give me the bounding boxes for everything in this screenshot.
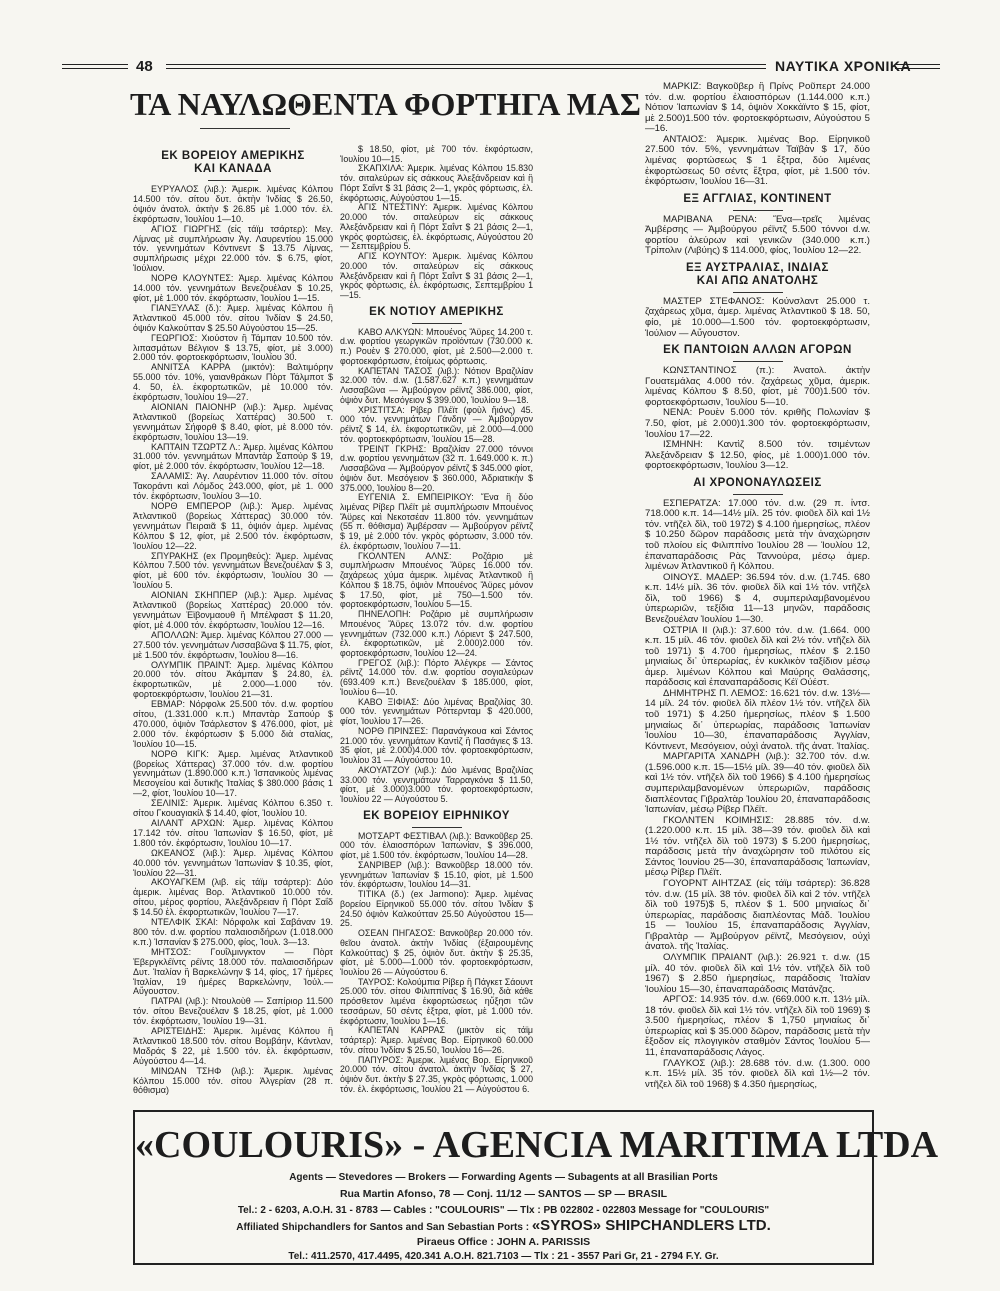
section-rule: [733, 494, 783, 495]
section-heading: ΕΞ ΑΥΣΤΡΑΛΙΑΣ, ΙΝΔΙΑΣ ΚΑΙ ΑΠΩ ΑΝΑΤΟΛΗΣ: [686, 261, 829, 287]
charter-entry: ΓΟΥΟΡΝΤ ΑΙΗΤΖΑΣ (εἰς τάϊμ τσάρτερ): 36.828 τόν. d.w. (15 μίλ. 38 τόν. φιοῦελ δὶλ καὶ 2 τόν. ντῆζελ δὶλ τοῦ 1975)$ 5, πλέον $ 1. 500 μηνιαίως δι᾽ ὑπερωρίας, παράδοσις διαπλέοντας Μάδ. Ἰουλίου 15 — Ἰουλίου 15, ἐπαναπαράδοσις Ἀγγλίαν, Γιβραλτὰρ — Ἀμβούργον ρέϊντζ, Μεσόγειον, οὐχὶ ἀνατολ. τῆς Ἰταλίας.: [645, 878, 870, 953]
header-rule-right: [895, 64, 940, 69]
charter-entry: ΤΑΥΡΟΣ: Κολούμπια Ρίβερ ἢ Πάγκετ Σάουντ 25.000 τόν. σίτου Φιλιππίνας $ 16.90, διὰ κάθε πρόσθετον λιμένα ἐκφορτώσεως ηὔξησι τῶν τεσσάρων, 50 σέντς ἐξτρα, φίοτ, μὲ 1.000 τόν. ἐκφόρτωσιν, Ἰουλίου 1—16.: [340, 976, 533, 1026]
ad-affiliate-line: [135, 1217, 872, 1234]
charter-entry: ΚΩΝΣΤΑΝΤΙΝΟΣ (π.): Ἀνατολ. ἀκτὴν Γουατεμάλας 4.000 τόν. ζαχάρεως χῦμα, ἀμερικ. λιμένας Κόλπου $ 8.50, φίοτ, μὲ 700)1.500 τόν. φορτοεκφόρτωσιν, Ἰουλίου 5—10.: [645, 365, 870, 408]
charter-entry: ΣΚΑΠΧΙΛΑ: Ἀμερικ. λιμένας Κόλπου 15.830 τόν. σιταλεύρων εἰς σάκκους Ἀλεξάνδρειαν καὶ ἢ Πόρτ Σαΐντ $ 31 βάσις 2—1, γκρὸς φόρτωσις, ἐλ. ἐκφόρτωσις, Αὐγούστου 1—15.: [340, 163, 533, 203]
charter-entry: ΑΝΝΙΤΣΑ ΚΑΡΡΑ (μικτόν): Βαλτιμόρην 55.000 τόν. 10%, γαιανθράκων Πὸρτ Τάλμποτ $ 4. 50, ἐλ. ἐκφορτωτικῶν, μὲ 10.000 τόν. ἐκφόρτωσιν, Ἰουλίου 19—27.: [133, 362, 333, 403]
page-number: 48: [136, 58, 153, 75]
charter-entry: ΑΙΟΝΙΑΝ ΠΑΙΟΝΗΡ (λιβ.): Ἀμερ. λιμένας Ἀτλαντικοῦ (βορείως Χαττέρας) 30.500 τ. γεννημάτων Σήφορθ $ 8.40, φίοτ, μὲ 8.000 τόν. ἐκφόρτωσιν, Ἰουλίου 13—19.: [133, 401, 333, 442]
charter-entry: ΜΑΡΙΒΑΝΑ ΡΕΝΑ: Ἕνα—τρεῖς λιμένας Ἀμβέρσης — Ἀμβούργου ρέϊντζ 5.500 τόννοι d.w. φορτίου ἀλεύρων καὶ γενικῶν (340.000 κ.π.) Τρίπολιν (Λιβύης) $ 114.000, φίος, Ἰουλίου 12—22.: [645, 213, 870, 257]
ad-syros-name: «SYROS» SHIPCHANDLERS LTD.: [531, 1217, 771, 1234]
charter-entry: ΑΚΟΥΑΓΚΕΜ (λιβ. εἰς τάϊμ τσάρτερ): Δύο ἀμερικ. λιμένας Βορ. Ἀτλαντικοῦ 10.000 τόν. σίτου, μέρος φορτίου, Ἀλεξάνδρειαν ἢ Πόρτ Σαΐδ $ 14.50 ἐλ. ἐκφορτωτικῶν, Ἰουλίου 7—17.: [133, 877, 333, 918]
charter-entry: ΝΤΕΛΦΙΚ ΣΚΑΙ: Νόρφολκ καὶ Σαβάναν 19. 800 τόν. d.w. φορτίου παλαιοσιδήρων (1.018.000 κ.π.) Ἰσπανίαν $ 275.000, φίος, Ἰουλ. 3—13.: [133, 917, 333, 947]
page-title: ΤΑ ΝΑΥΛΩΘΕΝΤΑ ΦΟΡΤΗΓΑ ΜΑΣ: [130, 86, 641, 122]
charter-entry: ΓΕΩΡΓΙΟΣ: Χιούστον ἢ Τάμπαν 10.500 τόν. λιπασμάτων Βέλγιον $ 13.75, φίοτ, μὲ 3.000) 2.000 τόν. φορτοεκφόρτωσιν, Ἰουλίου 30.: [133, 332, 333, 363]
section-heading: ΕΚ ΠΑΝΤΟΙΩΝ ΑΛΛΩΝ ΑΓΟΡΩΝ: [663, 344, 852, 357]
charter-entry: ΜΗΤΣΟΣ: Γουΐλμινγκτον — Πὸρτ Ἐβεργκλέϊντς ρέϊντς 18.000 τόν. παλαιοσιδήρων Δυτ. Ἰταλίαν ἢ Βαρκελώνην $ 14, φίος, 17 ἡμέρες Ἰταλίαν, 19 ἡμέρες Βαρκελώνην, Ἰούλ.—Αὔγουστον.: [133, 946, 333, 997]
charter-entry: ΩΚΕΑΝΟΣ (λιβ.): Ἀμερ. λιμένας Κόλπου 40.000 τόν. γεννημάτων Ἰαπωνίαν $ 10.35, φίοτ, Ἰουλίου 22—31.: [133, 847, 333, 878]
charter-entry: ΟΣΕΑΝ ΠΗΓΑΣΟΣ: Βανκοῦβερ 20.000 τόν. θεῖου ἀνατολ. ἀκτὴν Ἰνδίας (ἐξαιρουμένης Καλκούττας) $ 25, ὀψιὸν δυτ. ἀκτὴν $ 25.35, φίοτ, μὲ 5.000—1.000 τόν. φορτοεκφόρτωσιν, Ἰουλίου 26 — Αὐγούστου 6.: [340, 928, 533, 978]
charter-entry: ΑΚΟΥΑΤΖΟΥ (λιβ.): Δύο λιμένας Βραζιλίας 33.000 τόν. γεννημάτων Ταρραγκόνα $ 11.50, φίοτ, μὲ 3.000)3.000 τόν. φορτοεκφόρτωσιν, Ἰουλίου 22 — Αὐγούστου 5.: [340, 764, 533, 804]
charter-entry: ΠΑΤΡΑΙ (λιβ.): Ντουλοὺθ — Σαπίριορ 11.500 τόν. σίτου Βενεζουέλαν $ 18.25, φίοτ, μὲ 1.000 τόν. ἐκφόρτωσιν, Ἰουλίου 19—31.: [133, 996, 333, 1027]
running-head: ΝΑΥΤΙΚΑ ΧΡΟΝΙΚΑ: [775, 58, 912, 74]
section-rule: [733, 210, 783, 211]
charter-entry: ΚΑΠΤΑΙΝ ΤΖΩΡΤΖ Λ.: Ἀμερ. λιμένας Κόλπου 31.000 τόν. γεννημάτων Μπαντὰρ Σαπούρ $ 19, φίοτ, μὲ 2.000 τόν. ἐκφόρτωσιν, Ἰουλίου 12—18.: [133, 441, 333, 472]
charter-entry: ΑΝΤΑΙΟΣ: Ἀμερικ. λιμένας Βορ. Εἰρηνικοῦ 27.500 τόν. 5%, γεννημάτων Ταϊβὰν $ 17, δύο λιμένας φορτώσεως $ 1 ἔξτρα, δύο λιμένας ἐκφορτώσεως 50 σέντς ἔξτρα, φίοτ, μὲ 1.500 τόν. ἐκφόρτωσιν, Ἰουλίου 16—31.: [645, 133, 870, 188]
ad-piraeus-phones: Tel.: 411.2570, 417.4495, 420.341 A.O.H. 821.7103 — Tlx : 21 - 3557 Pari Gr, 21 - 2794 F.Y. Gr.: [288, 1251, 719, 1262]
charter-entry: ΣΠΥΡΑΚΗΣ (ex Προμηθεύς): Ἀμερ. λιμένας Κόλπου 7.500 τόν. γεννημάτων Βενεζουέλαν $ 3, φίοτ, μὲ 600 τόν. ἐκφόρτωσιν, Ἰουλίου 30 — Ἰουλίου 5.: [133, 550, 333, 591]
charter-entry: ΝΕΝΑ: Ρουὲν 5.000 τόν. κριθῆς Πολωνίαν $ 7.50, φίοτ, μὲ 2.000)1.300 τόν. φορτοεκφόρτωσιν, Ἰουλίου 17—22.: [645, 407, 870, 440]
charter-entry: ΚΑΠΕΤΑΝ ΤΑΣΟΣ (λιβ.): Νότιον Βραζιλίαν 32.000 τόν. d.w. (1.587.627 κ.π.) γεννημάτων Λισσαβῶνα — Ἀμβούργον ρέϊντζ 386.000, φίοτ, ὀψιὸν δυτ. Μεσόγειον $ 399.000, Ἰουλίου 9—18.: [340, 365, 533, 405]
section-heading: ΕΚ ΒΟΡΕΙΟΥ ΑΜΕΡΙΚΗΣ ΚΑΙ ΚΑΝΑΔΑ: [161, 150, 305, 175]
ad-address-line: Rua Martin Afonso, 78 — Conj. 11/12 — SANTOS — SP — BRASIL: [339, 1188, 668, 1200]
charter-entry: ΑΠΟΛΛΩΝ: Ἀμερ. λιμένας Κόλπου 27.000 — 27.500 τόν. γεννημάτων Λισσαβῶνα $ 11.75, φίοτ, μὲ 1.500 τόν. ἐκφόρτωσιν, Ἰουλίου 8—16.: [133, 629, 333, 660]
column-1: [133, 145, 333, 1096]
charter-entry: ΑΓΙΣ ΝΤΕΣΤΙΝΥ: Ἀμερικ. λιμένας Κόλπου 20.000 τόν. σιταλεύρων εἰς σάκκους Ἀλεξάνδρειαν καὶ ἢ Πόρτ Σαΐντ $ 21 βάσις 2—1, γκρὸς φορτώσεις, ἐλ. ἐκφόρτωσις, Αὐγούστου 20 — Σεπτεμβρίου 5.: [340, 202, 533, 252]
charter-entry: $ 18.50, φίοτ, μὲ 700 τόν. ἐκφόρτωσιν, Ἰουλίου 10—15.: [340, 144, 533, 164]
charter-entry: ΠΑΠΥΡΟΣ: Ἀμερικ. λιμένας Βορ. Εἰρηνικοῦ 20.000 τόν. σίτου ἀνατολ. ἀκτὴν Ἰνδίας $ 27, ὀψιὸν δυτ. ἀκτὴν $ 27.35, γκρὸς φόρτωσις, 1.000 τόν. ἐλ. ἐκφόρτωσις, Ἰουλίου 21 — Αὐγούστου 6.: [340, 1054, 533, 1094]
charter-entry: ΜΟΤΣΑΡΤ ΦΕΣΤΙΒΑΛ (λιβ.): Βανκοῦβερ 25. 000 τόν. ἐλαιοσπόρων Ἰαπωνίαν, $ 396.000, φίοτ, μὲ 1.500 τόν. ἐκφόρτωσιν, Ἰουλίου 14—28.: [340, 830, 533, 861]
charter-entry: ΕΥΓΕΝΙΑ Σ. ΕΜΠΕΙΡΙΚΟΥ: Ἕνα ἢ δύο λιμένας Ρίβερ Πλέϊτ μὲ συμπλήρωσιν Μπουένος Ἄϋρες καὶ Νεκοτσέαν 11.800 τόν. γεννημάτων (55 π. θόθισμα) Ἀμβέρσαν — Ἀμβούργον ρέϊντζ $ 19, μὲ 2.000 τόν. γκρὸς φόρτωσιν, 3.000 τόν. ἐλ. ἐκφόρτωσιν, Ἰουλίου 7—11.: [340, 492, 533, 551]
charter-entry: ΓΡΕΓΟΣ (λιβ.): Πόρτο Ἀλέγκρε — Σάντος ρέϊντζ 14.000 τόν. d.w. φορτίου σογιαλεύρων (693.409 κ.π.) Βενεζουέλαν $ 185.000, φίοτ, Ἰουλίου 6—10.: [340, 657, 533, 697]
section-rule: [412, 827, 462, 828]
section-heading: ΕΚ ΝΟΤΙΟΥ ΑΜΕΡΙΚΗΣ: [369, 305, 504, 318]
charter-entry: ΓΚΟΛΝΤΕΝ ΚΟΙΜΗΣΙΣ: 28.885 τόν. d.w. (1.220.000 κ.π. 15 μίλ. 38—39 τόν. φιοῦελ δὶλ καὶ 1½ τόν. ντῆζελ δὶλ τοῦ 1973) $ 5.200 ἡμερησίως, παράδοσις μετὰ τὴν ἀναχώρησιν τοῦ πιλότου εἰς Σάντος Ἰουνίου 25—30, ἐπαναπαράδοσις Ἰαπωνίαν, μέσῳ Ρίβερ Πλέϊτ.: [645, 814, 870, 879]
charter-entry: ΤΡΕΙΝΤ ΓΚΡΗΣ: Βραζιλίαν 27.000 τόννοι d.w. φορτίου γεννημάτων (32 π. 1.649.000 κ. π.) Λισσαβῶνα — Ἀμβούργον ρέϊντζ $ 345.000 φίοτ, ὀψιὸν δυτ. Μεσόγειον $ 360.000, Ἀδριατικὴν $ 375.000, Ἰουλίου 8—20.: [340, 443, 533, 493]
ad-services-line: Agents — Stevedores — Brokers — Forwarding Agents — Subagents at all Brasilian Ports: [289, 1172, 718, 1183]
charter-entry: ΕΒΜΑΡ: Νόρφολκ 25.500 τόν. d.w. φορτίου σίτου, (1.331.000 κ.π.) Μπαντὰρ Σαπούρ $ 470.000, ὀψιὸν Τσάρλεστον $ 476.000, φίοτ, μὲ 2.000 τόν. ἐκφόρτωσιν $ 5.000 διὰ σταλίας, Ἰουλίου 10—15.: [133, 699, 333, 749]
charter-entry: ΚΑΒΟ ΞΙΦΙΑΣ: Δύο λιμένας Βραζιλίας 30. 000 τόν. γεννημάτων Ρόττερνταμ $ 420.000, φίοτ, Ἰουλίου 17—26.: [340, 696, 533, 727]
section-rule: [412, 323, 462, 324]
section-heading: ΕΞ ΑΓΓΛΙΑΣ, ΚΟΝΤΙΝΕΝΤ: [683, 192, 832, 205]
charter-entry: ΓΙΑΝΞΥΛΑΣ (δ.): Ἀμερ. λιμένας Κόλπου ἢ Ἀτλαντικοῦ 45.000 τόν. σίτου Ἰνδίαν $ 24.50, ὀψιόν Καλκούτταν $ 25.50 Αὐγούστου 15—25.: [133, 302, 333, 333]
title-rule: [200, 128, 290, 129]
ad-affiliate-label: Affiliated Shipchandlers for Santos and San Sebastian Ports :: [236, 1222, 530, 1233]
charter-entry: ΚΑΠΕΤΑΝ ΚΑΡΡΑΣ (μικτὸν εἰς τάϊμ τσάρτερ): Ἀμερ. λιμένας Βορ. Εἰρηνικοῦ 60.000 τόν. σίτου Ἰνδίαν $ 25.50, Ἰουλίου 16—26.: [340, 1025, 533, 1055]
section-rule: [733, 292, 783, 293]
charter-entry: ΓΚΟΛΝΤΕΝ ΑΛΝΣ: Ροζάριο μὲ συμπλήρωσιν Μπουένος Ἄϋρες 16.000 τόν. ζαχάρεως χύμα ἀμερικ. λιμένας Ἀτλαντικοῦ ἢ Κόλπου $ 18.75, ὀψιὸν Μπουένος Ἄϋρες μόνον $ 17.50, φίοτ, μὲ 750—1.500 τόν. φορτοεκφόρτωσιν, Ἰουλίου 5—15.: [340, 550, 533, 610]
section-rule: [208, 180, 258, 181]
charter-entry: ΠΗΝΕΛΟΠΗ: Ροζάριο μὲ συμπλήρωσιν Μπουένος Ἄϋρες 13.072 τόν. d.w. φορτίου γεννημάτων (732.000 κ.π.) Λόριεντ $ 247.500, ἐλ. ἐκφορτωτικῶν, μὲ 2.000)2.000 τόν. φορτοεκφόρτωσιν, Ἰουλίου 12—24.: [340, 609, 533, 658]
coulouris-advertisement: [133, 1110, 939, 1265]
ad-contact-line: Tel.: 2 - 6203, A.O.H. 31 - 8783 — Cables : "COULOURIS" — Tlx : PB 022802 - 022803 Message for "COULOURIS": [237, 1205, 770, 1216]
charter-entry: ΜΑΡΓΑΡΙΤΑ ΧΑΝΔΡΗ (λιβ.): 32.700 τόν. d.w. (1.596.000 κ.π. 15—15½ μίλ. 39—40 τόν. φιοῦελ δὶλ καὶ 1½ τόν. ντῆζελ δὶλ τοῦ 1966) $ 4.100 ἡμερησίως συμπεριλαμβανομένων ὑπερωριῶν, παράδοσις διαπλέοντας Γιβραλτὰρ Ἰουλίου 20, ἐπαναπαράδοσις Ἰαπωνίαν, μέσῳ Ρίβερ Πλέϊτ.: [645, 751, 870, 816]
section-rule: [733, 361, 783, 362]
charter-entry: ΜΙΝΩΑΝ ΤΣΗΦ (λιβ.): Ἀμερικ. λιμένας Κόλπου 15.000 τόν. σίτου Ἀλγερίαν (28 π. θόθισμα): [133, 1065, 333, 1096]
charter-entry: ΜΑΣΤΕΡ ΣΤΕΦΑΝΟΣ: Κούνσλαντ 25.000 τ. ζαχάρεως χῦμα, ἀμερ. λιμένας Ἀτλαντικοῦ $ 18. 50, φίο, μὲ 10.000—1.500 τόν. φορτοεκφόρτωσιν, Ἰούλιον — Αὔγουστον.: [645, 295, 870, 339]
charter-entry: ΑΙΟΝΙΑΝ ΣΚΗΠΠΕΡ (λιβ.): Ἀμερ. λιμένας Ἀτλαντικοῦ (βορείως Χαττέρας) 20.000 τόν. γεννημάτων Ἐϊβονμαουθ ἢ Μπέλφαστ $ 11.20, φίοτ, μὲ 4.000 τόν. ἐκφόρτωσιν, Ἰουλίου 12—16.: [133, 590, 333, 630]
charter-entry: ΟΛΥΜΠΙΚ ΠΡΑΙΑΝΤ (λιβ.): 26.921 τ. d.w. (15 μίλ. 40 τόν. φιοῦελ δὶλ καὶ 1½ τόν. ντῆζελ δὶλ τοῦ 1967) $ 2.850 ἡμερησίως, παράδοσις Ἰταλίαν Ἰουλίου 15—30, ἐπαναπαράδοσις Ματάνζας.: [645, 951, 870, 995]
charter-entry: ΑΡΙΣΤΕΙΔΗΣ: Ἀμερικ. λιμένας Κόλπου ἢ Ἀτλαντικοῦ 18.500 τόν. σίτου Βομβάην, Κάντλαν, Μαδράς $ 22, μὲ 1.500 τόν. ἐλ. ἐκφόρτωσιν, Αὐγούστου 4—14.: [133, 1026, 333, 1066]
charter-entry: ΟΛΥΜΠΙΚ ΠΡΑΙΝΤ: Ἀμερ. λιμένας Κόλπου 20.000 τόν. σίτου Ἀκάμπαν $ 24.80, ἐλ. ἐκφορτωτικῶν, μὲ 2.000—1.000 τόν. φορτοεκφόρτωσιν, Ἰουλίου 21—31.: [133, 659, 333, 700]
charter-entry: ΓΛΑΥΚΟΣ (λιβ.): 28.688 τόν. d.w. (1.300. 000 κ.π. 15½ μίλ. 35 τόν. φιοῦελ δὶλ καὶ 1½—2 τόν. ντῆζελ δὶλ τοῦ 1968) $ 4.350 ἡμερησίως,: [645, 1057, 870, 1090]
charter-entry: ΔΗΜΗΤΡΗΣ Π. ΛΕΜΟΣ: 16.621 τόν. d.w. 13½—14 μίλ. 24 τόν. φιοῦελ δὶλ πλέον 1½ τόν. ντῆζελ δὶλ τοῦ 1971) $ 4.250 ἡμερησίως, πλέον $ 1.500 μηνιαίως δι᾽ ὑπερωρίας, παράδοσις Ἰαπωνίαν Ἰουλίου 10—30, ἐπαναπαράδοσις Ἀγγλίαν, Κόντινεντ, Μεσόγειον, οὐχὶ ἀνατολ. τῆς ἀνατ. Ἰταλίας.: [645, 687, 870, 752]
charter-entry: ΟΣΤΡΙΑ ΙΙ (λιβ.): 37.600 τόν. d.w. (1.664. 000 κ.π. 15 μίλ. 46 τόν. φιοῦελ δὶλ καὶ 2½ τόν. ντῆζελ δὶλ τοῦ 1971) $ 4.700 ἡμερησίως, πλέον $ 2.150 μηνιαίως δι᾽ ὑπερωρίας, ἐν κυκλικὸν ταξίδιον μέσῳ ἀμερ. λιμένων Κόλπου καὶ Μαύρης Θαλάσσης, παράδοσις καὶ ἐπαναπαράδοσις Κέϊ Οὐέστ.: [645, 624, 870, 689]
charter-entry: ΕΥΡΥΑΛΟΣ (λιβ.): Ἀμερικ. λιμένας Κόλπου 14.500 τόν. σίτου δυτ. ἀκτὴν Ἰνδίας $ 26.50, ὀψιόν ἀνατολ. ἀκτὴν $ 26.85 μὲ 1.000 τόν. ἐλ. ἐκφόρτωσιν, Ἰουλίου 1—10.: [133, 184, 333, 224]
charter-entry: ΑΓΙΟΣ ΓΙΩΡΓΗΣ (εἰς τάϊμ τσάρτερ): Μεγ. Λίμνας μὲ συμπλήρωσιν Ἁγ. Λαυρεντίου 15.000 τόν. γεννημάτων Κόντινεντ $ 13.75 Λίμνας, συμπλήρωσις μέχρι 22.000 τόν. $ 6.75, φίοτ, Ἰούλιον.: [133, 223, 333, 274]
charter-entry: ΣΑΛΑΜΙΣ: Ἁγ. Λαυρέντιον 11.000 τόν. σίτου Τακοράντι καὶ Λόμδος 243.000, φίοτ, μὲ 1. 000 τόν. ἐκφόρτωσιν, Ἰουλίου 3—10.: [133, 471, 333, 502]
charter-entry: ΝΟΡΘ ΚΛΟΥΝΤΕΣ: Ἀμερ. λιμένας Κόλπου 14.000 τόν. γεννημάτων Βενεζουέλαν $ 10.25, φίοτ, μὲ 1.000 τόν. ἐκφόρτωσιν, Ἰουλίου 1—15.: [133, 273, 333, 303]
section-heading: ΕΚ ΒΟΡΕΙΟΥ ΕΙΡΗΝΙΚΟΥ: [363, 809, 510, 822]
charter-entry: ΙΣΜΗΝΗ: Καντὶζ 8.500 τόν. τσιμέντων Ἀλεξάνδρειαν $ 12.50, φίος, μὲ 1.000)1.000 τόν. φορτοεκφόρτωσιν, Ἰουλίου 3—12.: [645, 439, 870, 472]
charter-entry: ΝΟΡΘ ΠΡΙΝΣΕΣ: Παρανάγκουα καὶ Σάντος 21.000 τόν. γεννημάτων Καντὶζ ἢ Πασάγιες $ 13. 35 φίοτ, μὲ 2.000)4.000 τόν. φορτοεκφόρτωσιν, Ἰουλίου 31 — Αὐγούστου 10.: [340, 725, 533, 766]
charter-entry: ΑΓΙΣ ΚΟΥΝΤΟΥ: Ἀμερικ. λιμένας Κόλπου 20.000 τόν. σιταλεύρων εἰς σάκκους Ἀλεξάνδρειαν καὶ ἢ Πόρτ Σαΐντ $ 31 βάσις 2—1, γκρὸς φόρτωσις, ἐλ. ἐκφόρτωσις, Σεπτεμβρίου 1—15.: [340, 251, 533, 301]
header-rule-middle: [166, 64, 766, 69]
charter-entry: ΕΣΠΕΡΑΤΖΑ: 17.000 τόν. d.w. (29 π. ἰντσ. 718.000 κ.π. 14—14½ μίλ. 25 τόν. φιοῦελ δὶλ καὶ 1½ τόν. ντῆζελ δὶλ, τοῦ 1972) $ 4.100 ἡμερησίως, πλέον $ 10.250 δῶρον παράδοσις μετὰ τὴν ἀναχώρησιν τοῦ πλοίου εἰς Φιλιππίνο Ἰουλίου 28 — Ἰουλίου 12, ἐπαναπαράδοσις Ρὰς Ταννούρα, μέσῳ ἀμερ. λιμένων Ἀτλαντικοῦ ἢ Κόλπου.: [645, 497, 870, 573]
charter-entry: ΑΙΛΑΝΤ ΑΡΧΩΝ: Ἀμερ. λιμένας Κόλπου 17.142 τόν. σίτου Ἰαπωνίαν $ 16.50, φίοτ, μὲ 1.800 τόν. ἐκφόρτωσιν, Ἰουλίου 10—17.: [133, 818, 333, 848]
section-heading: ΑΙ ΧΡΟΝΟΝΑΥΛΩΣΕΙΣ: [693, 476, 822, 489]
ad-piraeus-office: Piraeus Office : JOHN A. PARISSIS: [416, 1236, 591, 1248]
ad-company-name: «COULOURIS» - AGENCIA MARITIMA LTDA: [135, 1124, 939, 1166]
charter-entry: ΣΑΝΡΙΒΕΡ (λιβ.): Βανκοῦβερ 18.000 τόν. γεννημάτων Ἰαπωνίαν $ 15.10, φίοτ, μὲ 1.500 τόν. ἐκφόρτωσιν, Ἰουλίου 14—31.: [340, 859, 533, 890]
charter-entry: ΟΙΝΟΥΣ. ΜΑΔΕΡ: 36.594 τόν. d.w. (1.745. 680 κ.π. 14½ μίλ. 36 τόν. φιοῦελ δὶλ καὶ 1½ τόν. ντῆζελ δὶλ, τοῦ 1966) $ 4, συμπεριλαμβανομένου ὑπερωριῶν, τεξίδια 11—13 μηνῶν, παράδοσις Βενεζουέλαν Ἰουλίου 1—30.: [645, 571, 870, 625]
charter-entry: ΣΕΛΙΝΙΣ: Ἀμερικ. λιμένας Κόλπου 6.350 τ. σίτου Γκουαγιακίλ $ 14.40, φίοτ, Ἰουλίου 10.: [133, 798, 333, 819]
charter-entry: ΝΟΡΘ ΚΙΓΚ: Ἀμερ. λιμένας Ἀτλαντικοῦ (βορείως Χάττερας) 37.000 τόν. d.w. φορτίου γεννημάτων (1.890.000 κ.π.) Ἰσπανικοὺς λιμένας Μεσογείου καὶ δυτικῆς Ἰταλίας $ 380.000 βάσις 1—2, φίοτ, Ἰουλίου 10—17.: [133, 748, 333, 799]
charter-entry: ΤΙΤΙΚΑ (δ.) (ex Jarmono): Ἀμερ. λιμένας βορείου Εἰρηνικοῦ 55.000 τόν. σίτου Ἰνδίαν $ 24.50 ὀψιὸν Καλκούτταν 25.50 Αὐγούστου 15—25.: [340, 889, 533, 929]
charter-entry: ΚΑΒΟ ΑΛΚΥΩΝ: Μπουένος Ἄϋρες 14.200 τ. d.w. φορτίου γεωργικῶν προϊόντων (730.000 κ. π.) Ρουὲν $ 270.000, φίοτ, μὲ 2.500—2.000 τ. φορτοεκφόρτωσιν, ἑτοίμως φόρτωσις.: [340, 326, 533, 366]
charter-entry: ΜΑΡΚΙΖ: Βαγκοῦβερ ἢ Πρίνς Ροῦπερτ 24.000 τόν. d.w. φορτίου ἐλαιοσπόρων (1.144.000 κ.π.) Νότιον Ἰαπωνίαν $ 14, ὀψιὸν Χοκκάϊντο $ 15, φίοτ, μὲ 2.500)1.500 τόν. φορτοεκφόρτωσιν, Αὐγούστου 5—16.: [645, 81, 870, 135]
column-3: [645, 82, 870, 1090]
charter-entry: ΝΟΡΘ ΕΜΠΕΡΟΡ (λιβ.): Ἀμερ. λιμένας Ἀτλαντικοῦ (βορείως Χάττερας) 30.000 τόν. γεννημάτων Πειραιᾶ $ 11, ὀψιόν ἀμερ. λιμένας Κόλπου $ 12, φίοτ, μὲ 2.500 τόν. ἐκφόρτωσιν, Ἰουλίου 12—22.: [133, 501, 333, 551]
column-2: [340, 145, 533, 1095]
charter-entry: ΧΡΙΣΤΙΤΣΑ: Ρίβερ Πλέϊτ (φοὺλ ἥιόνς) 45. 000 τόν. γεννημάτων Γάνδην — Ἀμβούργον ρέϊντζ $ 14, ἐλ. ἐκφορτωτικῶν, μὲ 2.000—4.000 τόν. φορτοεκφόρτωσιν, Ἰουλίου 15—28.: [340, 404, 533, 444]
header-rule-left: [62, 64, 128, 69]
charter-entry: ΑΡΓΟΣ: 14.935 τόν. d.w. (669.000 κ.π. 13½ μίλ. 18 τόν. φιοῦελ δὶλ καὶ 1½ τόν. ντῆζελ δὶλ τοῦ 1969) $ 3.500 ἡμερησίως, πλέον $ 1,750 μηνιαίως δι᾽ ὑπερωρίας καὶ $ 35.000 δῶρον, παράδοσις μετὰ τὴν ἔξοδον εἰς πλογιγικὸν σταθμὸν Σάντος Ἰουλίου 5—11, ἐπαναπαράδοσις Λάγος.: [645, 994, 870, 1058]
